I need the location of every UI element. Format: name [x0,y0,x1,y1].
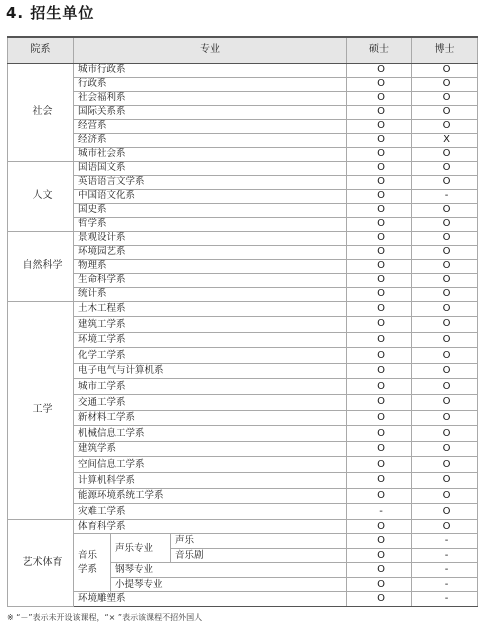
major-name: 城市行政系 [74,63,347,77]
master-mark: O [347,348,412,364]
major-name: 音乐剧 [171,548,347,563]
doctor-mark: O [412,287,478,301]
doctor-mark: O [412,317,478,333]
doctor-mark: O [412,379,478,395]
table-row [8,519,478,534]
header-doctor: 博士 [412,37,478,63]
master-mark: O [347,519,412,534]
table-row [8,395,478,411]
major-name: 景观设计系 [74,231,347,245]
major-name: 新材料工学系 [74,410,347,426]
vocal-major-label: 声乐专业 [111,534,171,563]
header-master: 硕士 [347,37,412,63]
table-row [8,175,478,189]
header-dept: 院系 [8,37,74,63]
doctor-mark: - [412,563,478,578]
master-mark: O [347,119,412,133]
major-name: 城市工学系 [74,379,347,395]
master-mark: O [347,133,412,147]
master-mark: O [347,287,412,301]
master-mark: O [347,363,412,379]
master-mark: O [347,395,412,411]
master-mark: O [347,577,412,592]
doctor-mark: O [412,119,478,133]
major-name: 行政系 [74,77,347,91]
master-mark: O [347,592,412,607]
table-row [8,63,478,77]
doctor-mark: O [412,332,478,348]
master-mark: O [347,379,412,395]
doctor-mark: - [412,189,478,203]
master-mark: O [347,189,412,203]
master-mark: O [347,161,412,175]
master-mark: O [347,410,412,426]
doctor-mark: O [412,273,478,287]
major-name: 中国语文化系 [74,189,347,203]
table-row [8,504,478,520]
doctor-mark: O [412,231,478,245]
doctor-mark: O [412,457,478,473]
doctor-mark: - [412,534,478,549]
doctor-mark: O [412,105,478,119]
dept-social: 社会 [8,63,74,161]
master-mark: O [347,534,412,549]
doctor-mark: O [412,175,478,189]
table-row [8,363,478,379]
major-name: 哲学系 [74,217,347,231]
major-name: 能源环境系统工学系 [74,488,347,504]
table-row [8,592,478,607]
master-mark: O [347,473,412,489]
major-name: 环境雕塑系 [74,592,347,607]
table-row [8,488,478,504]
major-name: 空间信息工学系 [74,457,347,473]
master-mark: O [347,441,412,457]
major-name: 小提琴专业 [111,577,347,592]
footnote: ※ “－”表示未开设该课程，“× ”表示该课程不招外国人 [7,613,203,622]
major-name: 建筑工学系 [74,317,347,333]
doctor-mark: O [412,348,478,364]
major-name: 国语国文系 [74,161,347,175]
major-name: 统计系 [74,287,347,301]
doctor-mark: O [412,245,478,259]
major-name: 社会福利系 [74,91,347,105]
master-mark: O [347,332,412,348]
master-mark: O [347,317,412,333]
master-mark: O [347,457,412,473]
master-mark: O [347,231,412,245]
table-row [8,426,478,442]
major-name: 环境园艺系 [74,245,347,259]
master-mark: O [347,301,412,317]
table-row [8,348,478,364]
doctor-mark: O [412,488,478,504]
master-mark: O [347,203,412,217]
table-row [8,273,478,287]
major-name: 英语语言文学系 [74,175,347,189]
table-row [8,301,478,317]
master-mark: O [347,77,412,91]
major-name: 物理系 [74,259,347,273]
table-row [8,332,478,348]
master-mark: - [347,504,412,520]
table-row [8,317,478,333]
master-mark: O [347,488,412,504]
table-row [8,410,478,426]
table-row [8,91,478,105]
major-name: 环境工学系 [74,332,347,348]
table-row [8,105,478,119]
doctor-mark: O [412,161,478,175]
master-mark: O [347,105,412,119]
master-mark: O [347,217,412,231]
major-name: 化学工学系 [74,348,347,364]
table-row [8,259,478,273]
doctor-mark: O [412,426,478,442]
doctor-mark: O [412,63,478,77]
doctor-mark: X [412,133,478,147]
table-row [8,457,478,473]
table-row [8,133,478,147]
dept-humanities: 人文 [8,161,74,231]
table-row [8,161,478,175]
doctor-mark: O [412,147,478,161]
dept-arts: 艺术体育 [8,519,74,606]
table-row [8,231,478,245]
major-name: 经营系 [74,119,347,133]
master-mark: O [347,147,412,161]
admissions-table [7,36,478,607]
table-row [8,119,478,133]
doctor-mark: O [412,77,478,91]
master-mark: O [347,245,412,259]
doctor-mark: O [412,395,478,411]
major-name: 建筑学系 [74,441,347,457]
major-name: 交通工学系 [74,395,347,411]
master-mark: O [347,426,412,442]
table-row [8,287,478,301]
major-name: 声乐 [171,534,347,549]
doctor-mark: O [412,410,478,426]
master-mark: O [347,548,412,563]
header-major: 专业 [74,37,347,63]
table-row [8,147,478,161]
major-name: 经济系 [74,133,347,147]
doctor-mark: - [412,577,478,592]
table-row [8,473,478,489]
doctor-mark: O [412,473,478,489]
major-name: 机械信息工学系 [74,426,347,442]
doctor-mark: O [412,203,478,217]
table-header-row [8,37,478,63]
major-name: 灾难工学系 [74,504,347,520]
doctor-mark: O [412,504,478,520]
master-mark: O [347,175,412,189]
page-title: 4. 招生单位 [6,4,95,22]
table-row [8,245,478,259]
dept-science: 自然科学 [8,231,74,301]
major-name: 体育科学系 [74,519,347,534]
table-row [8,203,478,217]
major-name: 土木工程系 [74,301,347,317]
master-mark: O [347,63,412,77]
doctor-mark: - [412,548,478,563]
table-row [8,379,478,395]
doctor-mark: O [412,91,478,105]
music-dept-label: 音乐 学系 [74,534,111,592]
table-row [8,534,478,549]
doctor-mark: - [412,592,478,607]
major-name: 生命科学系 [74,273,347,287]
table-row [8,77,478,91]
doctor-mark: O [412,301,478,317]
dept-engineering: 工学 [8,301,74,519]
doctor-mark: O [412,519,478,534]
major-name: 计算机科学系 [74,473,347,489]
master-mark: O [347,563,412,578]
doctor-mark: O [412,259,478,273]
major-name: 国际关系系 [74,105,347,119]
doctor-mark: O [412,363,478,379]
doctor-mark: O [412,217,478,231]
master-mark: O [347,273,412,287]
master-mark: O [347,91,412,105]
table-row [8,441,478,457]
major-name: 城市社会系 [74,147,347,161]
major-name: 钢琴专业 [111,563,347,578]
major-name: 电子电气与计算机系 [74,363,347,379]
master-mark: O [347,259,412,273]
doctor-mark: O [412,441,478,457]
table-row [8,217,478,231]
table-row [8,189,478,203]
major-name: 国史系 [74,203,347,217]
